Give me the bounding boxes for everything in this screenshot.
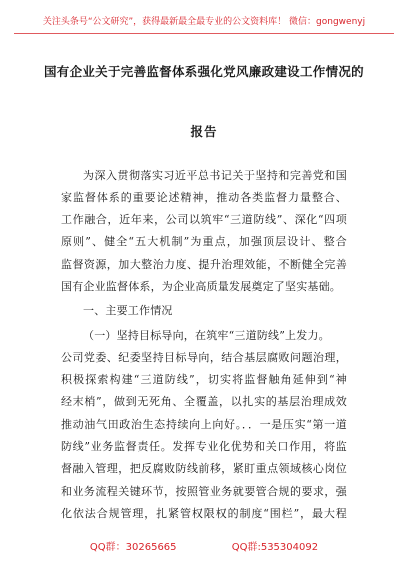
body-line: 为深入贯彻落实习近平总书记关于坚持和完善党和国 <box>83 169 347 182</box>
header-banner: 关注头条号“公文研究”，获得最新最全最专业的公文资料库！ 微信：gongwenyj <box>42 17 366 27</box>
footer-contact <box>0 538 408 553</box>
body-line: 化依法合规管理，扎紧管权限权的制度“围栏”，最大程 <box>61 507 347 520</box>
body-line: 一、主要工作情况 <box>83 304 173 317</box>
body-line: 家监督体系的重要论述精神，推动各类监督力量整合、 <box>61 191 347 204</box>
body-line: 国有企业监督体系，为企业高质量发展奠定了坚实基础。 <box>61 280 341 293</box>
body-line: 工作融合，近年来，公司以筑牢“三道防线”、深化“四项 <box>61 213 347 226</box>
body-line: 原则”、健全“五大机制”为重点，加强顶层设计、整合 <box>61 235 347 248</box>
body-line: 和业务流程关键环节，按照管业务就要管合规的要求，强 <box>61 485 347 498</box>
header-divider <box>14 33 394 34</box>
document-subtitle: 报告 <box>190 124 218 139</box>
body-line: 经末梢”，做到无死角、全覆盖，以扎实的基层治理成效 <box>61 395 347 408</box>
body-line: 推动油气田政治生态持续向上向好。．．一是压实“第一道 <box>61 418 347 431</box>
body-line: 监督资源，加大整治力度、提升治理效能，不断健全完善 <box>61 258 347 271</box>
document-title: 国有企业关于完善监督体系强化党风廉政建设工作情况的 <box>43 64 364 79</box>
body-line: 防线”业务监督责任。发挥专业化优势和关口作用，将监 <box>61 440 347 453</box>
body-line: 积极探索构建“三道防线”，切实将监督触角延伸到“神 <box>61 373 347 386</box>
body-line: （一）坚持目标导向，在筑牢“三道防线”上发力。 <box>83 329 330 342</box>
body-line: 督融入管理，把反腐败防线前移，紧盯重点领域核心岗位 <box>61 462 347 475</box>
body-line: 公司党委、纪委坚持目标导向，结合基层腐败问题治理， <box>61 351 347 364</box>
footer-qq-group-2: QQ群:535304092 <box>231 542 319 553</box>
footer-qq-group-1: QQ群：30265665 <box>89 542 177 553</box>
